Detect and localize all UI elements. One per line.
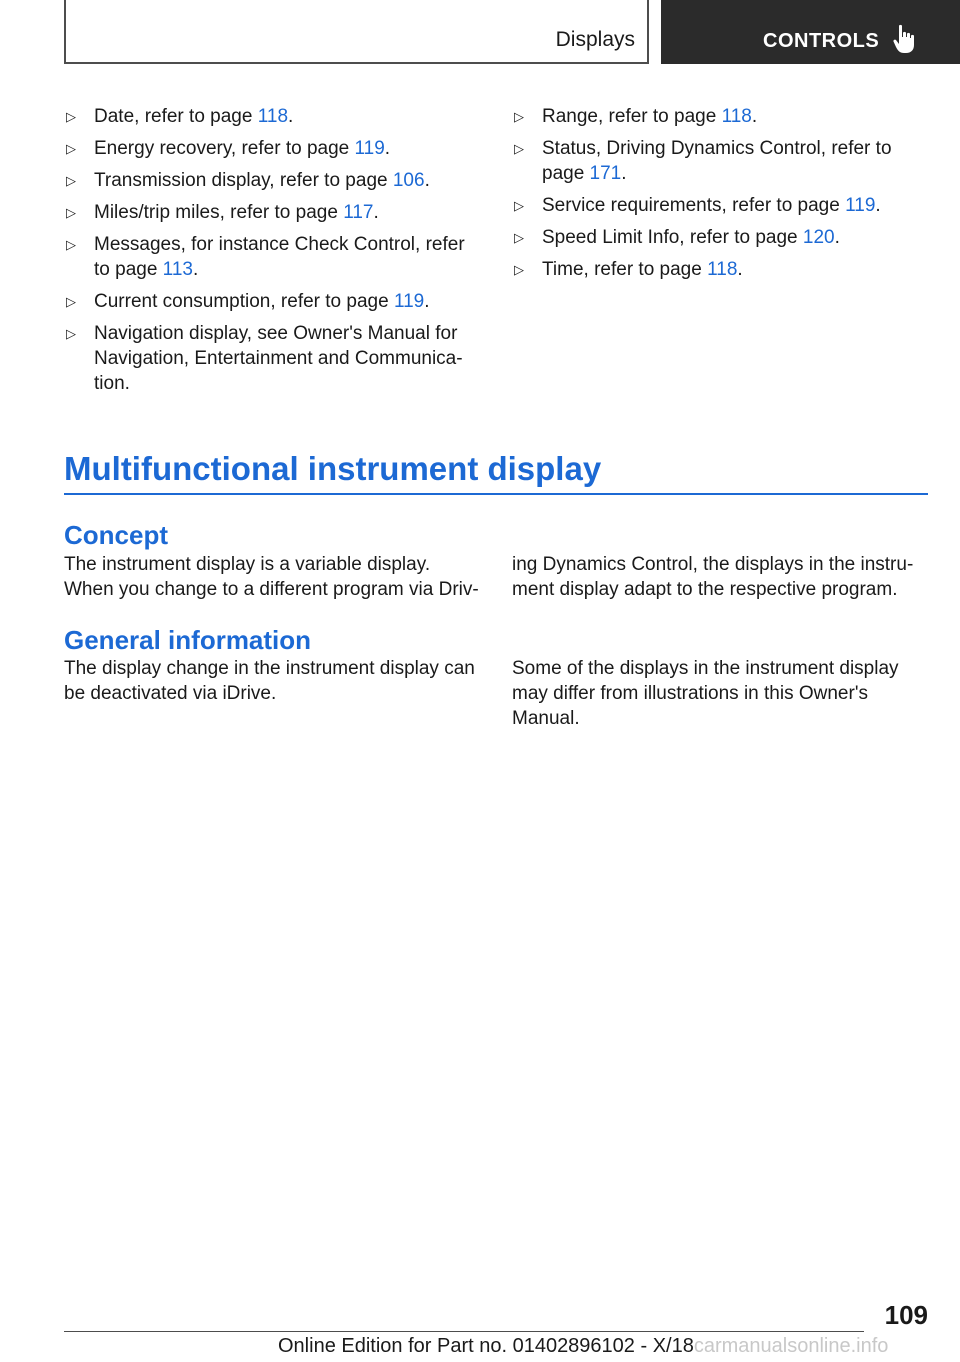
page-link[interactable]: 119 <box>393 291 425 312</box>
triangle-bullet-icon: ▷ <box>66 237 76 252</box>
page-link[interactable]: 118 <box>707 259 738 280</box>
list-item-suffix: . <box>424 170 430 191</box>
right-bullet-list <box>512 104 922 289</box>
list-item <box>512 257 922 282</box>
list-item-text: Range, refer to page <box>542 106 722 127</box>
list-item <box>64 232 474 282</box>
list-item-text: Miles/trip miles, refer to page <box>94 202 344 223</box>
triangle-bullet-icon: ▷ <box>514 198 524 213</box>
triangle-bullet-icon: ▷ <box>66 205 76 220</box>
list-item-text: Energy recovery, refer to page <box>94 138 355 159</box>
page-link[interactable]: 120 <box>802 227 835 248</box>
list-item-suffix: . <box>288 106 294 127</box>
triangle-bullet-icon: ▷ <box>514 109 524 124</box>
page-link[interactable]: 117 <box>343 202 374 223</box>
page-number: 109 <box>884 1300 928 1330</box>
general-info-text-col2: Some of the displays in the instrument display may differ from illustrations in this Owner's Manual. <box>512 658 899 729</box>
triangle-bullet-icon: ▷ <box>66 109 76 124</box>
list-item <box>512 193 922 218</box>
header-section-title: Displays <box>555 28 635 51</box>
list-item-text: Navigation display, see Owner's Manual for Navigation, Entertainment and Communication. <box>94 323 463 394</box>
concept-text-col1: The instrument display is a variable display. When you change to a different program via Driv‐ <box>64 554 479 600</box>
footer-edition <box>278 1335 888 1358</box>
list-item <box>64 200 474 225</box>
page-link[interactable]: 171 <box>589 163 622 184</box>
section-title: Multifunctional instrument display <box>64 450 602 487</box>
page-link[interactable]: 118 <box>721 106 752 127</box>
list-item-suffix: . <box>373 202 379 223</box>
list-item <box>64 289 474 314</box>
footer-edition-text: Online Edition for Part no. 01402896102 - X/18 <box>278 1335 694 1357</box>
list-item-suffix: . <box>737 259 743 280</box>
list-item-suffix: . <box>834 227 840 248</box>
concept-heading: Concept <box>64 520 168 550</box>
list-item-text: Transmission display, refer to page <box>94 170 393 191</box>
list-item <box>64 104 474 129</box>
footer-watermark: carmanualsonline.info <box>693 1335 889 1357</box>
triangle-bullet-icon: ▷ <box>514 141 524 156</box>
page-link[interactable]: 119 <box>845 195 876 216</box>
concept-text-col2: ing Dynamics Control, the displays in the instru‐ ment display adapt to the respective program. <box>512 554 914 600</box>
page-link[interactable]: 119 <box>354 138 385 159</box>
list-item-text: Time, refer to page <box>542 259 708 280</box>
triangle-bullet-icon: ▷ <box>514 262 524 277</box>
list-item-text: Current consumption, refer to page <box>94 291 394 312</box>
list-item <box>512 104 922 129</box>
pointing-hand-icon <box>893 24 919 54</box>
list-item-suffix: . <box>424 291 430 312</box>
list-item-text: Status, Driving Dynamics Control, refer to page <box>542 138 892 184</box>
list-item-text: Messages, for instance Check Control, refer to page <box>94 234 465 280</box>
list-item-text: Service requirements, refer to page <box>542 195 846 216</box>
list-item <box>512 225 922 250</box>
header-section-box <box>64 0 649 64</box>
general-info-heading: General information <box>64 625 312 655</box>
list-item-suffix: . <box>192 259 199 280</box>
list-item-suffix: . <box>751 106 758 127</box>
list-item <box>64 136 474 161</box>
triangle-bullet-icon: ▷ <box>66 173 76 188</box>
list-item <box>512 136 922 186</box>
list-item-suffix: . <box>875 195 881 216</box>
list-item <box>64 168 474 193</box>
general-info-text-col1: The display change in the instrument display can be deactivated via iDrive. <box>64 658 475 704</box>
triangle-bullet-icon: ▷ <box>514 230 524 245</box>
section-title-rule <box>64 493 928 495</box>
list-item-text: Speed Limit Info, refer to page <box>542 227 803 248</box>
list-item-suffix: . <box>621 163 627 184</box>
page-link[interactable]: 106 <box>392 170 425 191</box>
header-chapter-title: CONTROLS <box>763 30 880 52</box>
page-link[interactable]: 118 <box>257 106 289 127</box>
page-link[interactable]: 113 <box>162 259 193 280</box>
list-item-suffix: . <box>384 138 391 159</box>
header-chapter-tab <box>661 0 960 64</box>
triangle-bullet-icon: ▷ <box>66 326 76 341</box>
footer-rule <box>64 1331 864 1332</box>
list-item <box>64 321 474 396</box>
triangle-bullet-icon: ▷ <box>66 141 76 156</box>
triangle-bullet-icon: ▷ <box>66 294 76 309</box>
list-item-text: Date, refer to page <box>94 106 258 127</box>
left-bullet-list <box>64 104 474 403</box>
